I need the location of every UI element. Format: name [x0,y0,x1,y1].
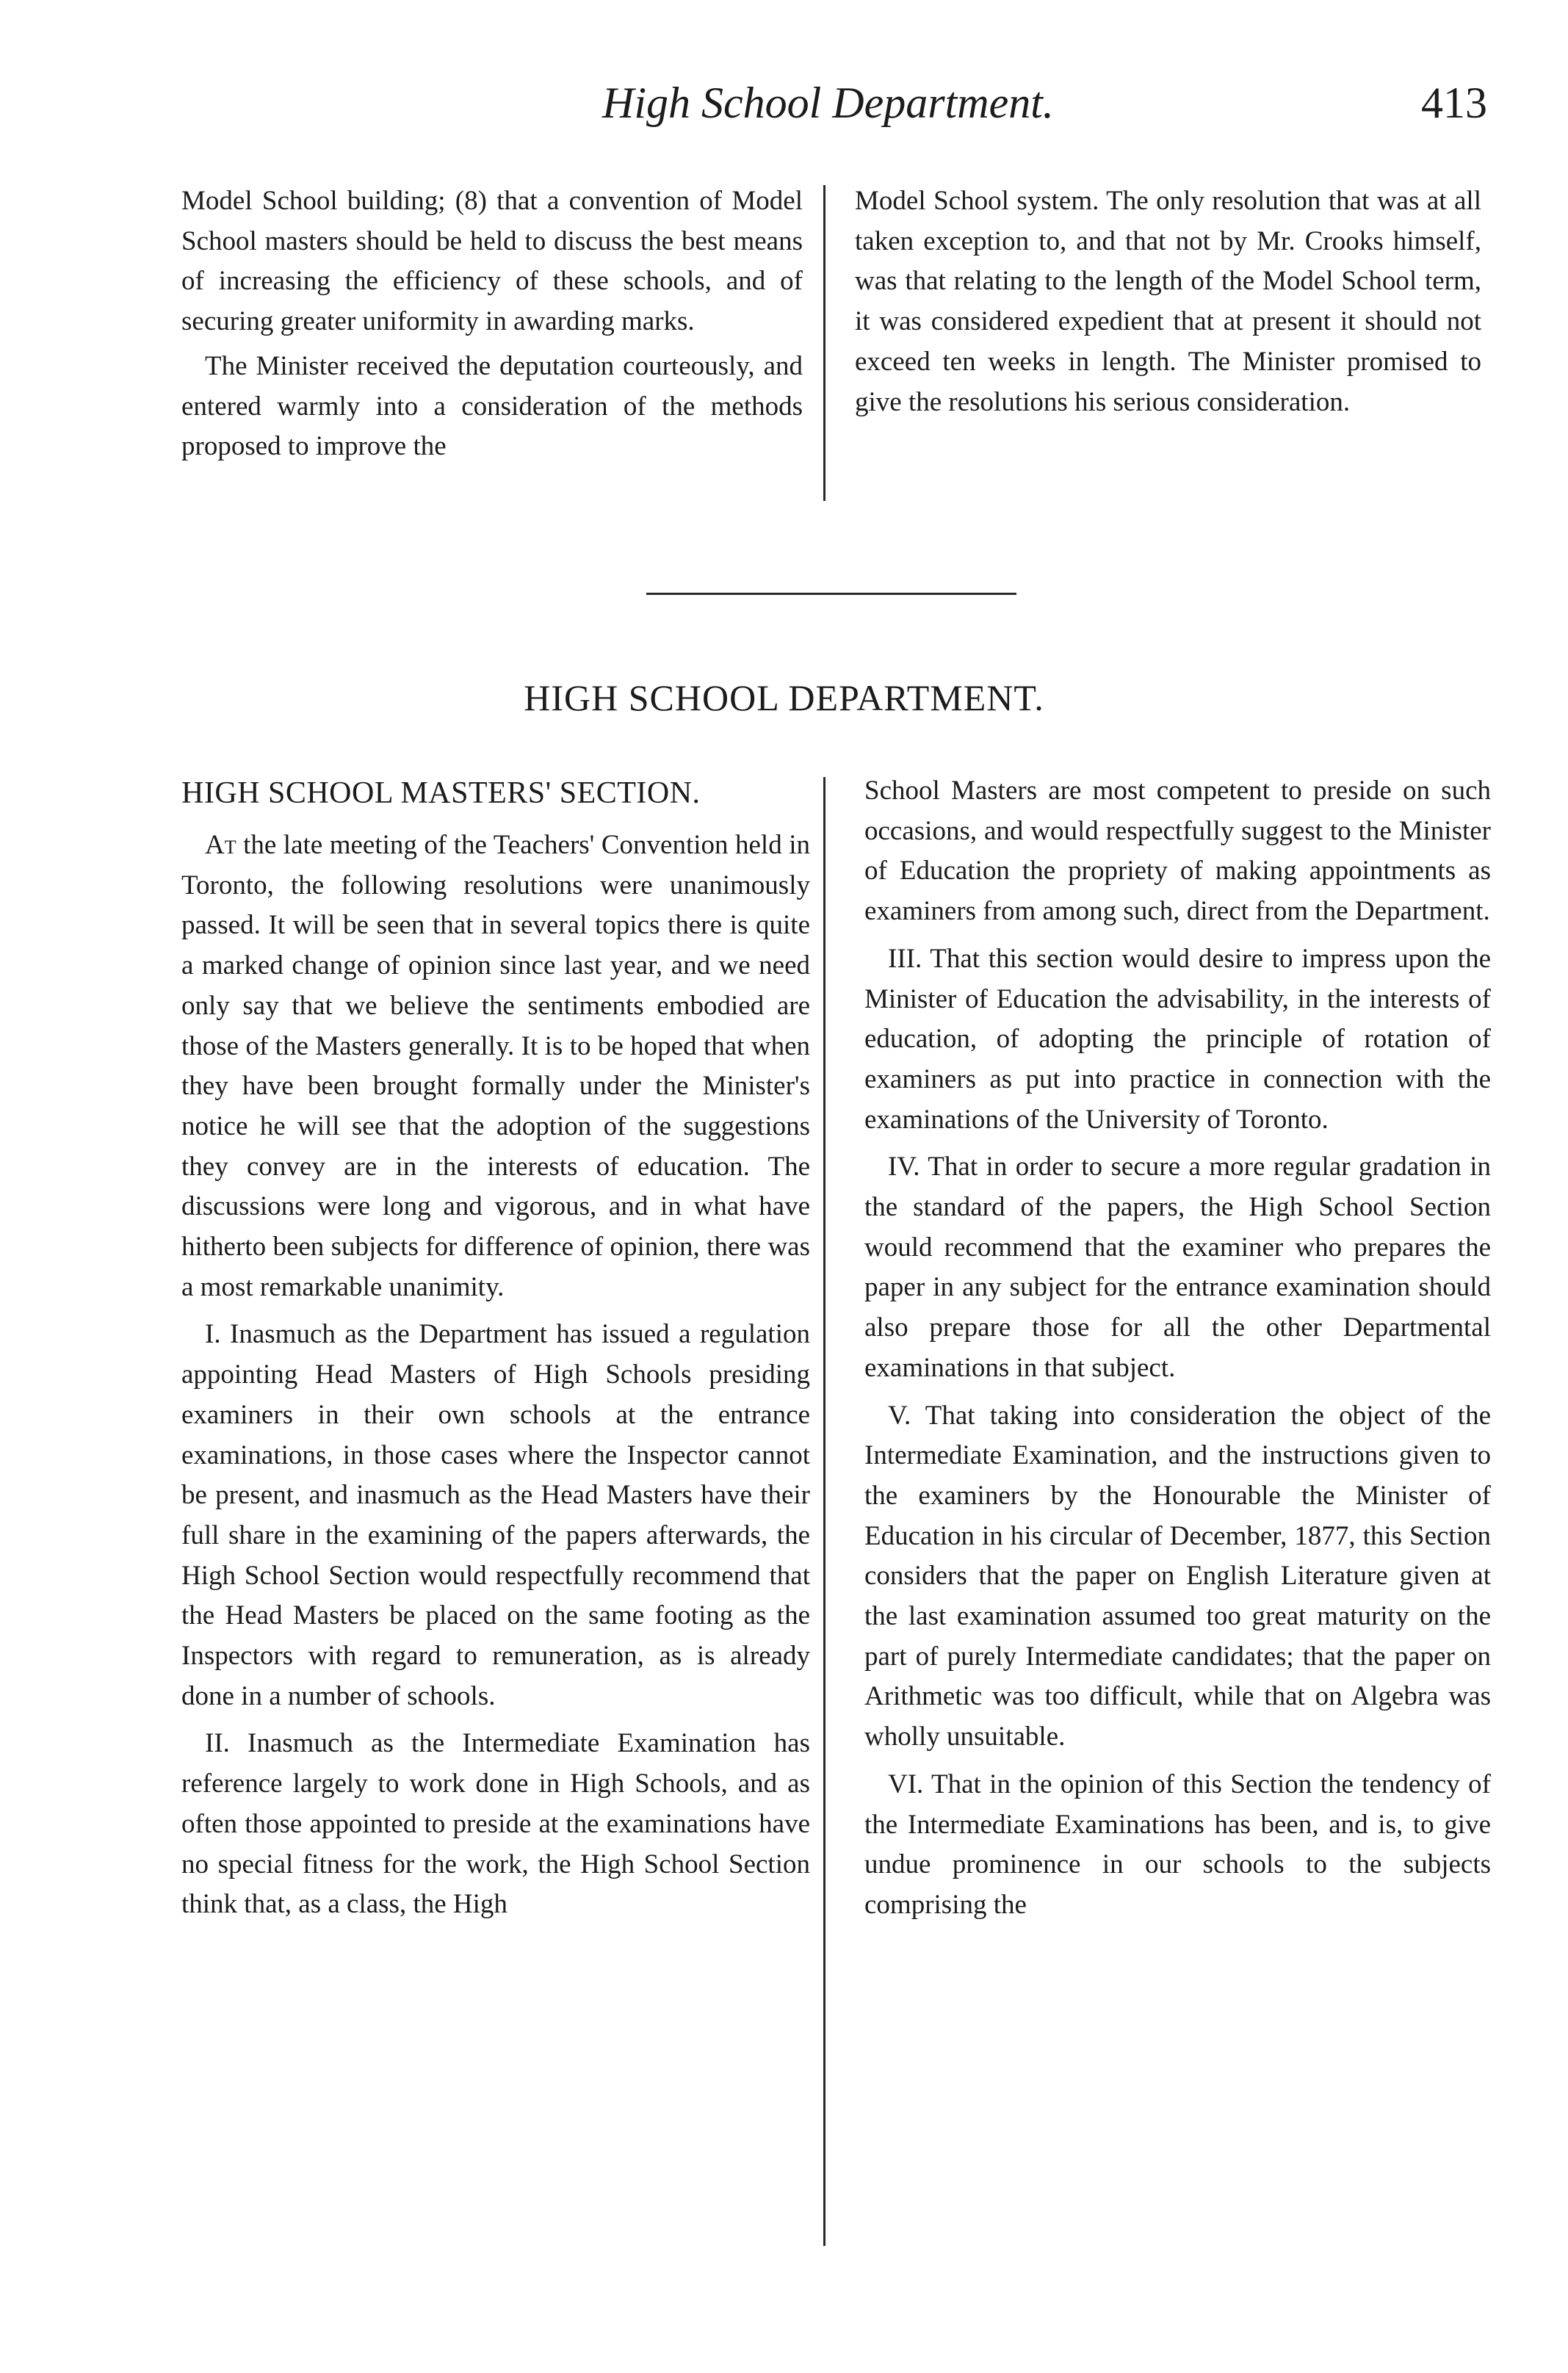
top-right-column [855,181,1481,422]
column-divider [823,777,825,2246]
intro-text: the late meeting of the Teachers' Convention held in Toronto, the following resolutions were unanimously passed. It will be seen that in several topics there is quite a marked change of opinion since last year, and we need only say that we believe the sentiments embodied are those of the Masters generally. It is to be hoped that when they have been brought formally under the Minister's notice he will see that the adoption of the suggestions they convey are in the interests of education. The discussions were long and vigorous, and in what have hitherto been subjects for difference of opinion, there was a most remarkable unanimity. [181,830,810,1302]
section-heading: HIGH SCHOOL MASTERS' SECTION. [181,776,701,810]
running-title: High School Department. [602,79,1054,127]
resolution-3: III. That this section would desire to impress upon the Minister of Education the advisability, in the interests of education, of adopting the principle of rotation of examiners as put into practice in connection with the examinations of the University of Toronto. [864,943,1491,1135]
resolution-5: V. That taking into consideration the object of the Intermediate Examination, and the instructions given to the examiners by the Honourable the Minister of Education in his circular of December, 1877, this Section considers that the paper on English Literature given at the last examination assumed too great maturity on the part of purely Intermediate candidates; that the paper on Arithmetic was too difficult, while that on Algebra was wholly unsuitable. [864,1400,1491,1752]
section-separator-rule [646,593,1016,595]
resolution-2: II. Inasmuch as the Intermediate Examination has reference largely to work done in High Schools, and as often those appointed to preside at the examinations have no special fitness for the work, the High School Section think that, as a class, the High [181,1728,810,1920]
resolution-4: IV. That in order to secure a more regular gradation in the standard of the papers, the High School Section would recommend that the examiner who prepares the paper in any subject for the entrance examination should also prepare those for all the other Departmental examinations in that subject. [864,1152,1491,1383]
resolution-2-continued: School Masters are most competent to preside on such occasions, and would respectfully suggest to the Minister of Education the propriety of making appointments as examiners from among such, direct from the Department. [864,776,1491,927]
bottom-right-column [864,771,1491,1926]
paragraph: Model School building; (8) that a convention of Model School masters should be held to discuss the best means of increasing the efficiency of these schools, and of securing greater uniformity in awarding marks. [181,186,803,337]
bottom-left-column [181,771,810,1925]
page-number: 413 [1421,79,1487,127]
column-divider [823,185,825,501]
resolution-6: VI. That in the opinion of this Section the tendency of the Intermediate Examinations has been, and is, to give undue prominence in our schools to the subjects comprising the [864,1769,1491,1920]
intro-lead: At [205,830,236,860]
paragraph: Model School system. The only resolution that was at all taken exception to, and that not by Mr. Crooks himself, was that relating to the length of the Model School term, it was considered expedient that at present it should not exceed ten weeks in length. The Minister promised to give the resolutions his serious consideration. [855,186,1481,417]
department-heading: HIGH SCHOOL DEPARTMENT. [524,677,1044,718]
intro-paragraph [181,826,810,1307]
resolution-1: I. Inasmuch as the Department has issued a regulation appointing Head Masters of High Schools presiding examiners in their own schools at the entrance examinations, in those cases where the Inspector cannot be present, and inasmuch as the Head Masters have their full share in the examining of the papers afterwards, the High School Section would respectfully recommend that the Head Masters be placed on the same footing as the Inspectors with regard to remuneration, as is already done in a number of schools. [181,1319,810,1711]
running-head [0,73,1568,147]
top-left-column [181,181,803,467]
paragraph: The Minister received the deputation courteously, and entered warmly into a consideration of the methods proposed to improve the [181,350,803,462]
